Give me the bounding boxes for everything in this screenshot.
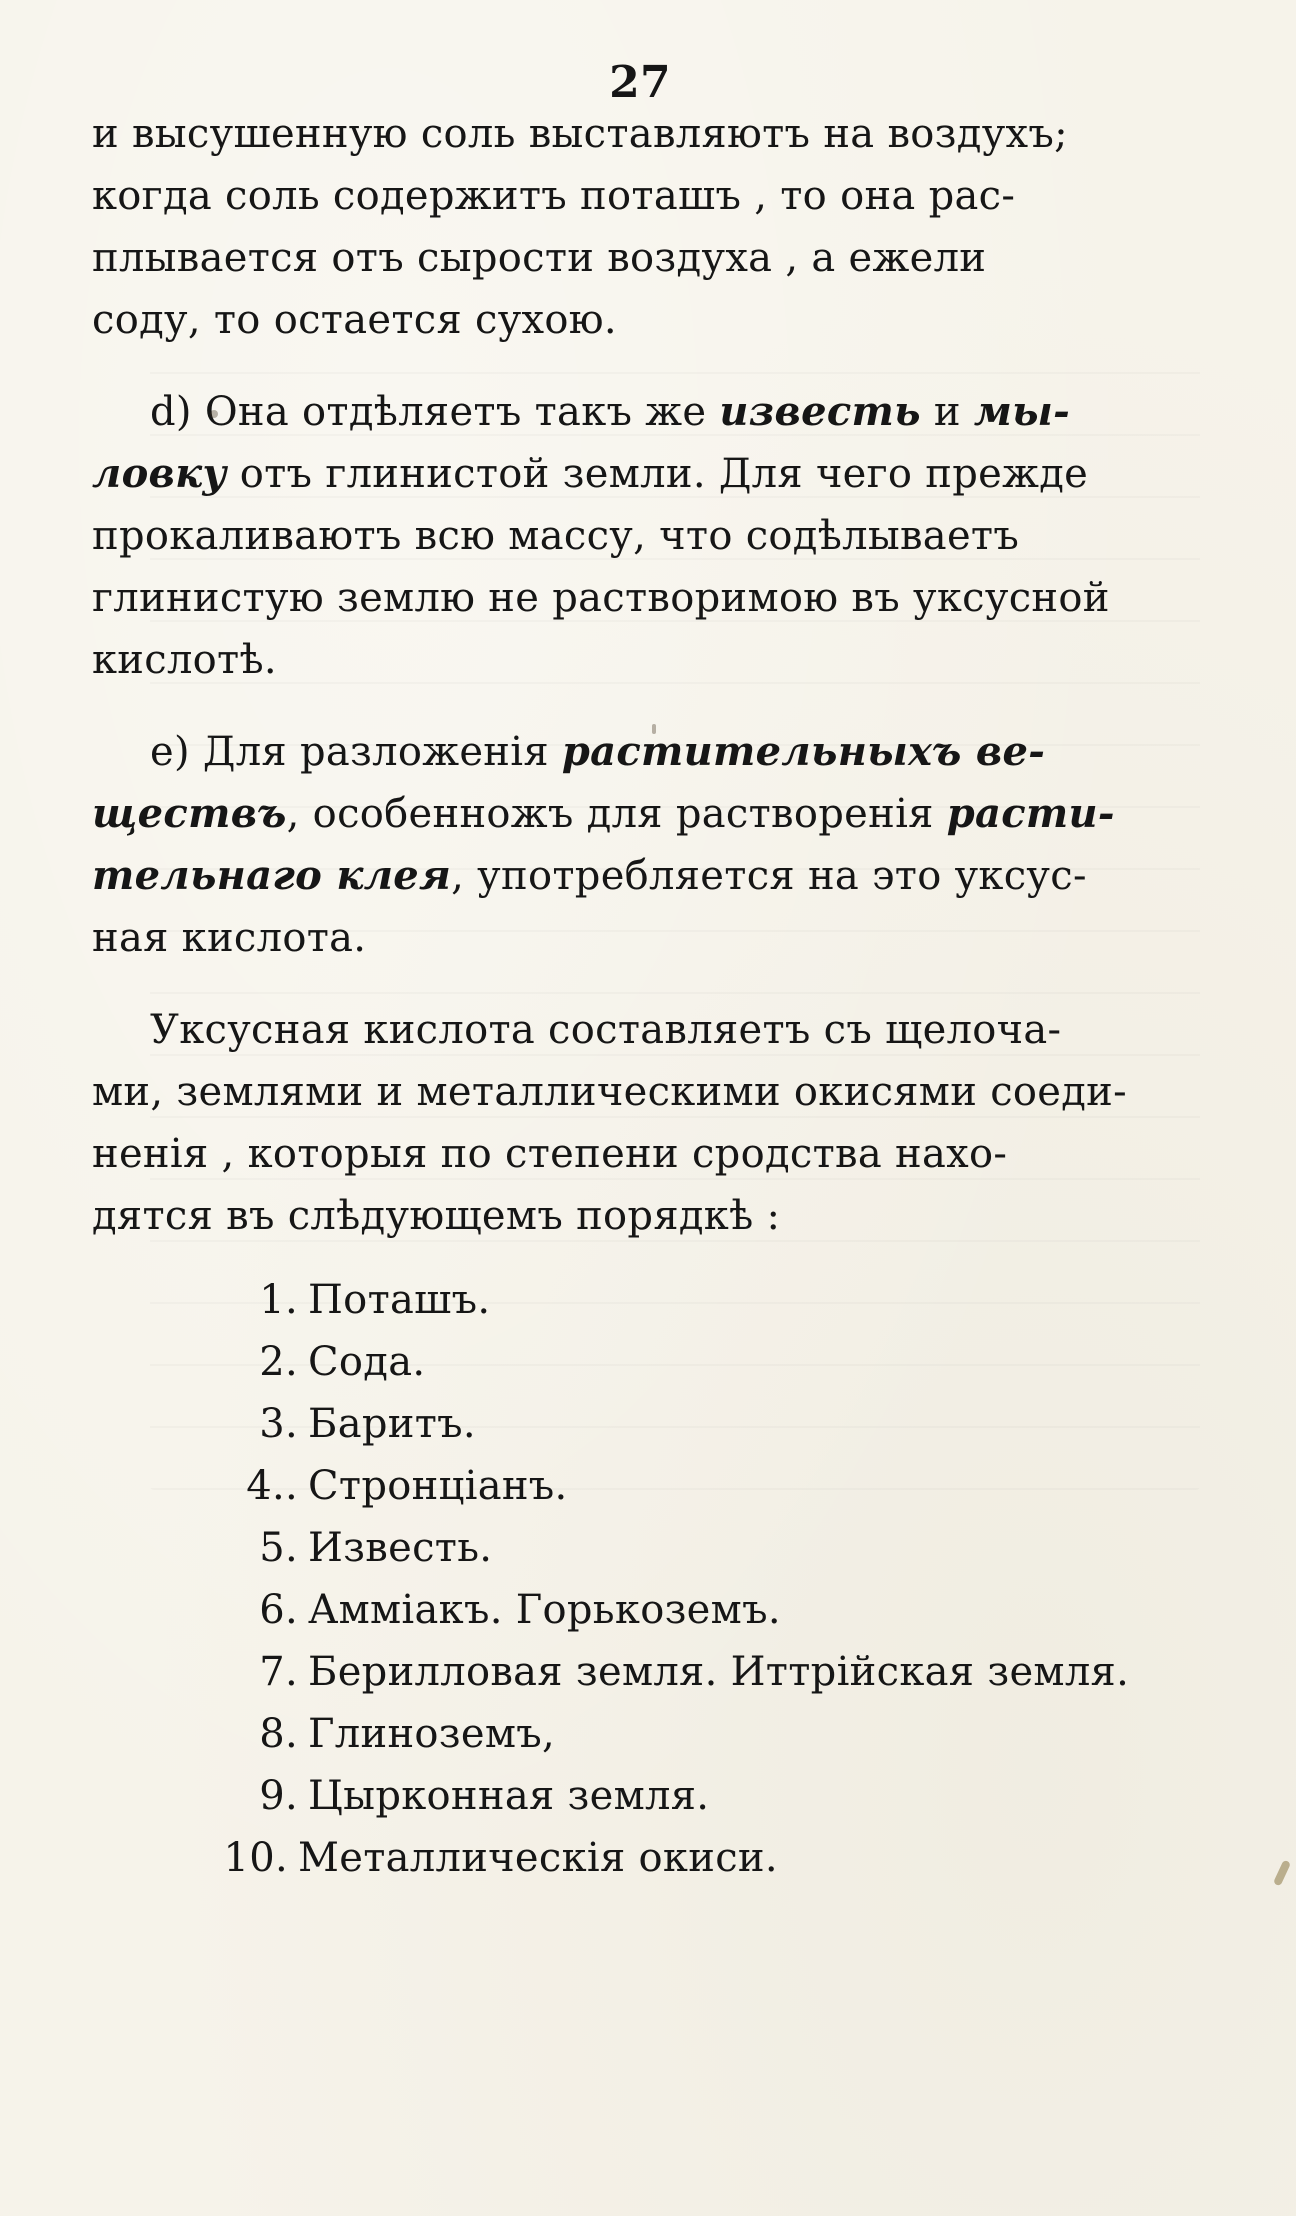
paragraph-line: ненія , которыя по степени сродства нахо- [92, 1131, 1008, 1177]
list-number: 7. [259, 1649, 298, 1695]
list-item [228, 1586, 781, 1634]
italic-term: расти- [946, 790, 1115, 837]
text-run: d) Она отдѣляетъ такъ же [150, 389, 720, 435]
ink-speck [1273, 1860, 1291, 1887]
text-run: и [920, 389, 974, 435]
list-label: Поташъ. [308, 1277, 491, 1323]
list-number: 2. [259, 1339, 298, 1385]
list-label: Металлическія окиси. [298, 1835, 778, 1881]
list-number: 10. [223, 1835, 288, 1881]
ink-speck [210, 410, 218, 418]
list-item [228, 1648, 1129, 1696]
list-item [228, 1400, 476, 1448]
list-label: Амміакъ. Горькоземъ. [308, 1587, 781, 1633]
list-label: Берилловая земля. Иттрійская земля. [308, 1649, 1130, 1695]
list-number: 4.. [246, 1463, 298, 1509]
list-number: 9. [259, 1773, 298, 1819]
text-run: , употребляется на это уксус- [451, 853, 1087, 899]
list-item [228, 1276, 490, 1324]
text-run: , особенножъ для растворенія [286, 791, 947, 837]
paragraph-line: прокаливаютъ всю массу, что содѣлываетъ [92, 513, 1020, 559]
paragraph-line: глинистую землю не растворимою въ уксусной [92, 575, 1110, 621]
italic-term: ществъ [92, 790, 287, 837]
ink-speck [652, 724, 656, 734]
list-number: 8. [259, 1711, 298, 1757]
paragraph-line: и высушенную соль выставляютъ на воздухъ; [92, 111, 1068, 157]
list-label: Сода. [308, 1339, 426, 1385]
list-item [228, 1772, 709, 1820]
list-item [228, 1338, 425, 1386]
list-label: Стронціанъ. [308, 1463, 568, 1509]
text-run: e) Для разложенія [150, 729, 562, 775]
paragraph-line: ми, землями и металлическими окисями соеди- [92, 1069, 1127, 1115]
italic-term: растительныхъ ве- [561, 728, 1046, 775]
paragraph-line-e [150, 728, 1045, 776]
list-label: Известь. [308, 1525, 493, 1571]
list-number: 1. [259, 1277, 298, 1323]
list-item [218, 1834, 778, 1882]
text-run: отъ глинистой земли. Для чего прежде [226, 451, 1089, 497]
list-item [228, 1710, 555, 1758]
list-item [228, 1462, 568, 1510]
italic-term: известь [719, 388, 921, 435]
paragraph-line: соду, то остается сухою. [92, 297, 617, 343]
italic-term: тельнаго клея [92, 852, 452, 899]
italic-term: ловку [92, 450, 227, 497]
list-number: 5. [259, 1525, 298, 1571]
paragraph-line: когда соль содержитъ поташъ , то она рас- [92, 173, 1016, 219]
paragraph-line: плывается отъ сырости воздуха , а ежели [92, 235, 987, 281]
paragraph-line: ная кислота. [92, 915, 367, 961]
paragraph-line [92, 450, 1088, 498]
page-number: 27 [609, 57, 671, 108]
paragraph-line [92, 852, 1087, 900]
paragraph-line: дятся въ слѣдующемъ порядкѣ : [92, 1193, 781, 1239]
list-label: Глиноземъ, [308, 1711, 556, 1757]
list-label: Цырконная земля. [308, 1773, 710, 1819]
paragraph-line-d [150, 388, 1070, 436]
paragraph-line [92, 790, 1115, 838]
list-label: Баритъ. [308, 1401, 476, 1447]
list-number: 3. [259, 1401, 298, 1447]
paragraph-line: Уксусная кислота составляетъ съ щелоча- [150, 1007, 1062, 1053]
list-item [228, 1524, 492, 1572]
paragraph-line: кислотѣ. [92, 637, 277, 683]
italic-term: мы- [973, 388, 1071, 435]
list-number: 6. [259, 1587, 298, 1633]
